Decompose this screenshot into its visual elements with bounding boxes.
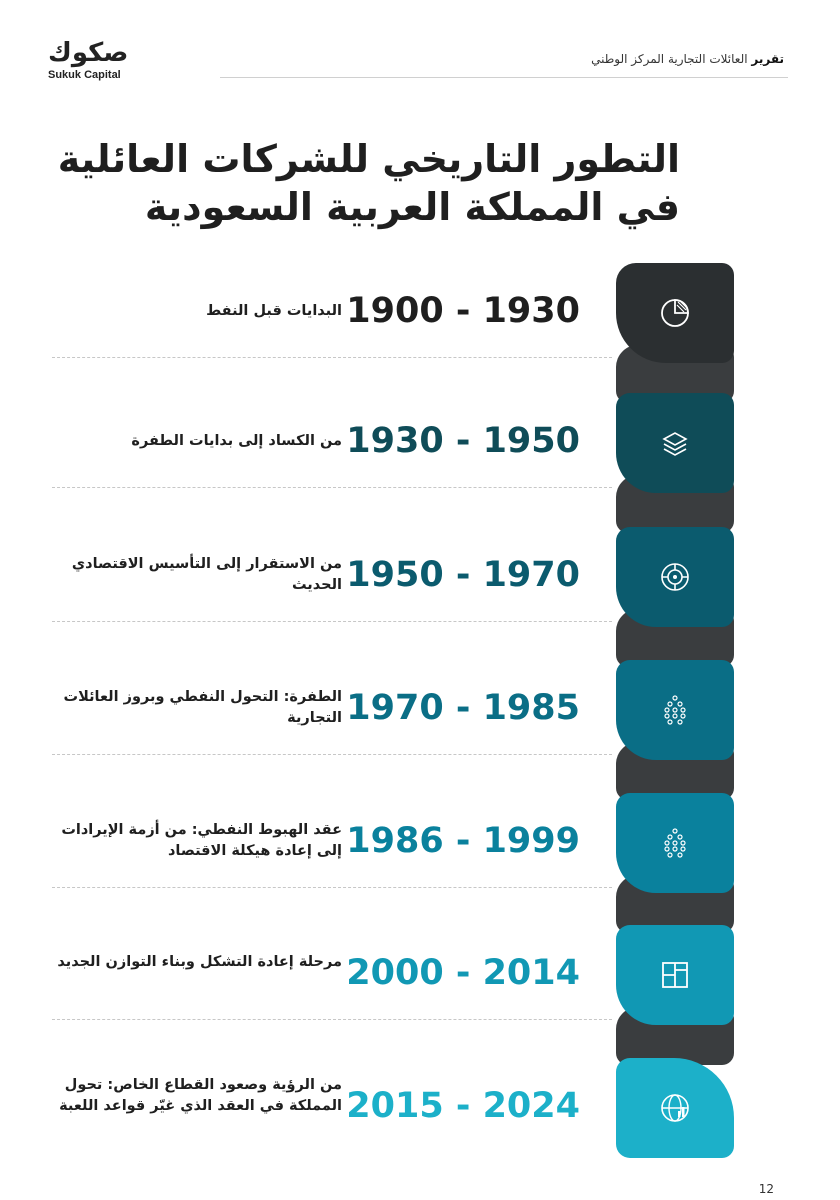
timeline-tab [616, 393, 734, 493]
timeline-tab [616, 263, 734, 363]
layers-icon [656, 424, 694, 462]
dots-grid-icon [656, 691, 694, 729]
globe-chart-icon [656, 1089, 694, 1127]
dots-grid-icon [656, 824, 694, 862]
row-divider [52, 487, 612, 488]
row-divider [52, 1019, 612, 1020]
report-title: العائلات التجارية المركز الوطني [591, 52, 748, 66]
page-title [58, 135, 680, 231]
timeline-tab [616, 1058, 734, 1158]
timeline-tab [616, 793, 734, 893]
logo [48, 40, 158, 81]
period-description: الطفرة: التحول النفطي وبروز العائلات التجارية [63, 689, 342, 726]
period-years: 1900 - 1930 [346, 291, 580, 331]
period-years: 2000 - 2014 [346, 953, 580, 993]
period-description: البدايات قبل النفط [206, 302, 342, 319]
period-description: من الكساد إلى بدايات الطفرة [131, 432, 342, 449]
period-years: 1986 - 1999 [346, 821, 580, 861]
layout-icon [656, 956, 694, 994]
row-divider [52, 621, 612, 622]
row-divider [52, 357, 612, 358]
title-line-1: التطور التاريخي للشركات العائلية [57, 137, 680, 181]
header-divider [220, 77, 788, 78]
report-word: تقرير [751, 52, 784, 66]
period-years: 1950 - 1970 [346, 555, 580, 595]
timeline-tab [616, 660, 734, 760]
logo-english: Sukuk Capital [48, 69, 121, 81]
logo-arabic: صكوك [48, 38, 129, 68]
period-description: مرحلة إعادة التشكل وبناء التوازن الجديد [57, 954, 342, 970]
period-description: عقد الهبوط النفطي: من أزمة الإيرادات إلى إعادة هيكلة الاقتصاد [61, 822, 342, 859]
timeline-tab [616, 925, 734, 1025]
target-icon [656, 558, 694, 596]
row-divider [52, 754, 612, 755]
period-description: من الرؤية وصعود القطاع الخاص: تحول المملكة في العقد الذي غيّر قواعد اللعبة [59, 1076, 342, 1114]
title-line-2: في المملكة العربية السعودية [144, 185, 680, 229]
period-years: 2015 - 2024 [346, 1086, 580, 1126]
header-report-title [591, 52, 784, 66]
page-number: 12 [758, 1182, 774, 1196]
period-years: 1970 - 1985 [346, 688, 580, 728]
timeline-tab [616, 527, 734, 627]
period-years: 1930 - 1950 [346, 421, 580, 461]
period-description: من الاستقرار إلى التأسيس الاقتصادي الحديث [71, 556, 342, 593]
pie-icon [656, 294, 694, 332]
row-divider [52, 887, 612, 888]
